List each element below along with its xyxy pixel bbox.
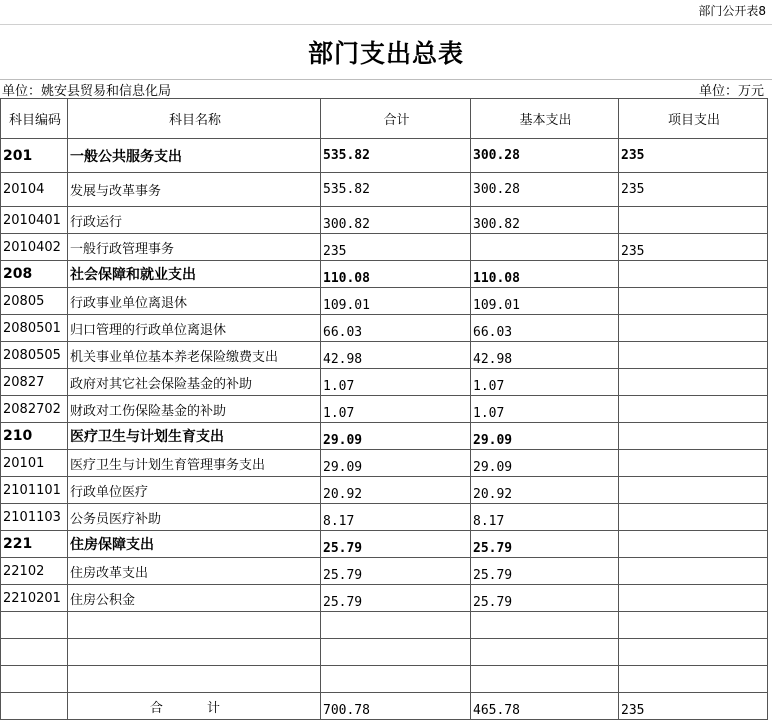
cell-project: 235 (619, 139, 768, 173)
cell-code: 2210201 (1, 585, 68, 612)
table-row (1, 558, 768, 585)
table-row (1, 504, 768, 531)
table-row (1, 423, 768, 450)
cell-name: 一般行政管理事务 (68, 234, 321, 261)
cell-project (619, 207, 768, 234)
cell-project (619, 612, 768, 639)
cell-total: 66.03 (321, 315, 471, 342)
header-name: 科目名称 (68, 99, 321, 139)
cell-basic: 300.28 (471, 173, 619, 207)
table-row (1, 612, 768, 639)
cell-project (619, 342, 768, 369)
table-row (1, 261, 768, 288)
table-row (1, 666, 768, 693)
cell-basic: 8.17 (471, 504, 619, 531)
cell-code: 2080505 (1, 342, 68, 369)
expenditure-table (0, 98, 768, 720)
cell-code: 221 (1, 531, 68, 558)
cell-code (1, 639, 68, 666)
total-project: 235 (619, 693, 768, 720)
table-row (1, 639, 768, 666)
table-row (1, 173, 768, 207)
cell-name: 归口管理的行政单位离退休 (68, 315, 321, 342)
cell-project (619, 369, 768, 396)
cell-name: 机关事业单位基本养老保险缴费支出 (68, 342, 321, 369)
cell-basic: 110.08 (471, 261, 619, 288)
cell-basic: 1.07 (471, 369, 619, 396)
cell-code: 2080501 (1, 315, 68, 342)
cell-basic: 20.92 (471, 477, 619, 504)
cell-name: 财政对工伤保险基金的补助 (68, 396, 321, 423)
cell-code: 20101 (1, 450, 68, 477)
header-project: 项目支出 (619, 99, 768, 139)
table-row (1, 342, 768, 369)
table-row (1, 477, 768, 504)
total-sum: 700.78 (321, 693, 471, 720)
cell-code: 2101103 (1, 504, 68, 531)
cell-code: 20827 (1, 369, 68, 396)
cell-project (619, 531, 768, 558)
cell-name: 住房公积金 (68, 585, 321, 612)
title-separator (0, 24, 772, 25)
cell-name (68, 612, 321, 639)
cell-total: 29.09 (321, 423, 471, 450)
cell-code: 22102 (1, 558, 68, 585)
table-row (1, 234, 768, 261)
cell-basic: 29.09 (471, 450, 619, 477)
table-row (1, 288, 768, 315)
total-label: 合 计 (68, 693, 321, 720)
cell-total: 235 (321, 234, 471, 261)
cell-total: 535.82 (321, 173, 471, 207)
cell-total: 20.92 (321, 477, 471, 504)
cell-code: 201 (1, 139, 68, 173)
table-header-row (1, 99, 768, 139)
cell-project (619, 558, 768, 585)
cell-name (68, 639, 321, 666)
cell-basic: 42.98 (471, 342, 619, 369)
table-row (1, 531, 768, 558)
cell-code: 210 (1, 423, 68, 450)
cell-basic: 25.79 (471, 585, 619, 612)
table-row (1, 207, 768, 234)
cell-name (68, 666, 321, 693)
cell-total: 8.17 (321, 504, 471, 531)
cell-project (619, 396, 768, 423)
unit-currency: 单位：万元 (698, 84, 764, 99)
cell-total: 29.09 (321, 450, 471, 477)
cell-project (619, 585, 768, 612)
cell-project: 235 (619, 234, 768, 261)
cell-name: 政府对其它社会保险基金的补助 (68, 369, 321, 396)
cell-total: 1.07 (321, 369, 471, 396)
cell-basic: 66.03 (471, 315, 619, 342)
cell-project (619, 504, 768, 531)
cell-code: 2082702 (1, 396, 68, 423)
header-total: 合计 (321, 99, 471, 139)
cell-code (1, 666, 68, 693)
cell-basic: 300.82 (471, 207, 619, 234)
table-row (1, 396, 768, 423)
total-row (1, 693, 768, 720)
cell-code: 20805 (1, 288, 68, 315)
cell-basic: 109.01 (471, 288, 619, 315)
cell-project (619, 423, 768, 450)
cell-project: 235 (619, 173, 768, 207)
cell-total: 1.07 (321, 396, 471, 423)
cell-name: 医疗卫生与计划生育支出 (68, 423, 321, 450)
unit-organization: 单位：姚安县贸易和信息化局 (2, 84, 172, 99)
cell-project (619, 261, 768, 288)
cell-project (619, 315, 768, 342)
cell-total: 110.08 (321, 261, 471, 288)
cell-code: 20104 (1, 173, 68, 207)
cell-project (619, 288, 768, 315)
cell-code: 2101101 (1, 477, 68, 504)
cell-basic: 25.79 (471, 558, 619, 585)
cell-basic (471, 612, 619, 639)
cell-basic (471, 234, 619, 261)
cell-name: 住房保障支出 (68, 531, 321, 558)
table-row (1, 585, 768, 612)
cell-name: 医疗卫生与计划生育管理事务支出 (68, 450, 321, 477)
cell-basic: 1.07 (471, 396, 619, 423)
cell-total: 535.82 (321, 139, 471, 173)
header-code: 科目编码 (1, 99, 68, 139)
cell-basic (471, 666, 619, 693)
cell-project (619, 477, 768, 504)
cell-name: 行政单位医疗 (68, 477, 321, 504)
cell-total: 25.79 (321, 531, 471, 558)
table-row (1, 369, 768, 396)
cell-project (619, 450, 768, 477)
cell-total (321, 639, 471, 666)
cell-total: 25.79 (321, 558, 471, 585)
total-basic: 465.78 (471, 693, 619, 720)
cell-code: 2010402 (1, 234, 68, 261)
cell-basic: 300.28 (471, 139, 619, 173)
cell-code: 208 (1, 261, 68, 288)
header-basic: 基本支出 (471, 99, 619, 139)
cell-code-empty (1, 693, 68, 720)
table-row (1, 315, 768, 342)
table-number-label: 部门公开表8 (698, 4, 766, 18)
cell-total: 25.79 (321, 585, 471, 612)
cell-total: 300.82 (321, 207, 471, 234)
cell-basic (471, 639, 619, 666)
cell-name: 公务员医疗补助 (68, 504, 321, 531)
cell-name: 一般公共服务支出 (68, 139, 321, 173)
cell-code: 2010401 (1, 207, 68, 234)
cell-name: 社会保障和就业支出 (68, 261, 321, 288)
table-row (1, 139, 768, 173)
cell-project (619, 639, 768, 666)
cell-basic: 29.09 (471, 423, 619, 450)
cell-code (1, 612, 68, 639)
cell-total: 109.01 (321, 288, 471, 315)
unit-row (0, 79, 772, 98)
cell-name: 行政事业单位离退休 (68, 288, 321, 315)
page-title: 部门支出总表 (307, 39, 464, 68)
table-row (1, 450, 768, 477)
cell-basic: 25.79 (471, 531, 619, 558)
cell-total: 42.98 (321, 342, 471, 369)
cell-total (321, 612, 471, 639)
cell-name: 发展与改革事务 (68, 173, 321, 207)
cell-project (619, 666, 768, 693)
cell-total (321, 666, 471, 693)
cell-name: 行政运行 (68, 207, 321, 234)
cell-name: 住房改革支出 (68, 558, 321, 585)
